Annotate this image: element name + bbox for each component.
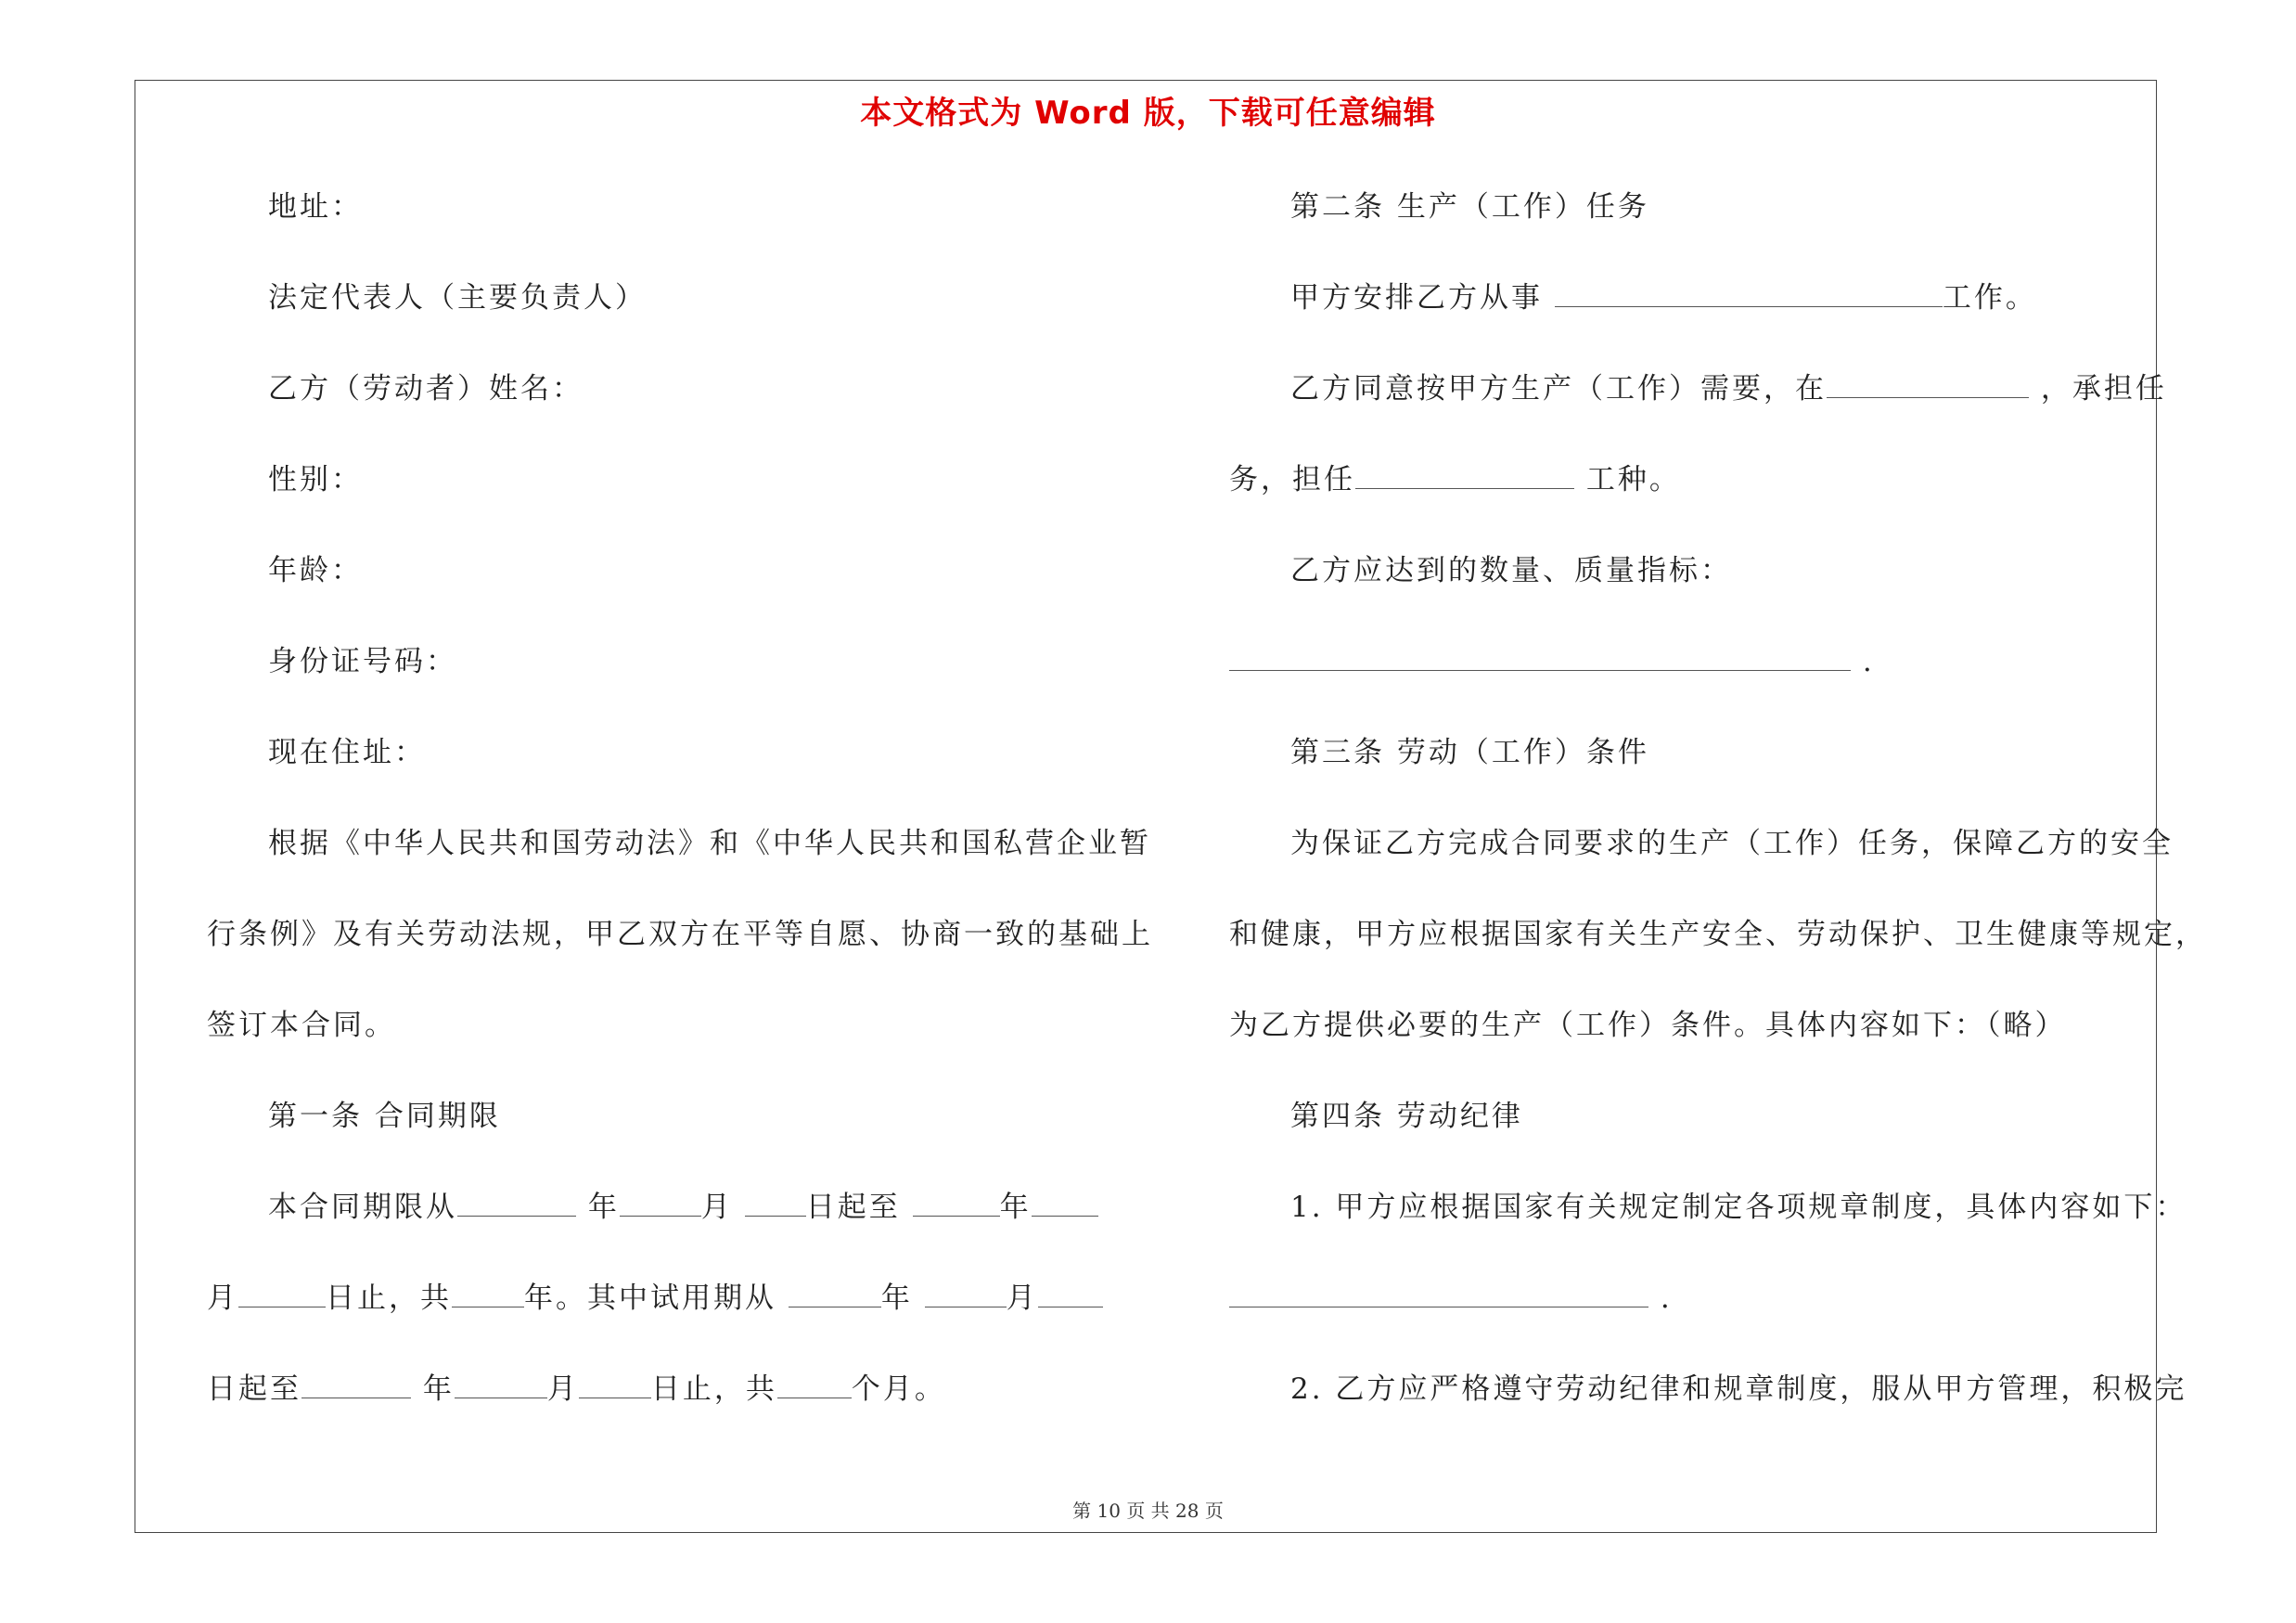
fill-blank[interactable] <box>1555 278 1943 307</box>
gender-line: 性别： <box>268 463 363 496</box>
agree-text: 务，担任 <box>1229 463 1355 496</box>
age-line: 年龄： <box>268 554 363 587</box>
task-text: 工作。 <box>1942 281 2037 315</box>
article2-title: 第二条 生产（工作）任务 <box>1290 190 1649 224</box>
address-line: 地址： <box>268 190 363 224</box>
term-text: 月 <box>546 1372 579 1406</box>
fill-blank[interactable] <box>1229 1279 1648 1307</box>
term-text: 年 <box>587 1191 620 1224</box>
fill-blank[interactable] <box>925 1279 1007 1307</box>
term-text: 日止，共 <box>650 1372 777 1406</box>
basis-paragraph-line2: 行条例》及有关劳动法规，甲乙双方在平等自愿、协商一致的基础上 <box>207 918 1153 951</box>
term-text: 月 <box>207 1282 238 1315</box>
period: . <box>1660 1282 1673 1315</box>
task-text: 甲方安排乙方从事 <box>1290 281 1543 315</box>
current-address-line: 现在住址： <box>268 736 426 769</box>
fill-blank[interactable] <box>913 1188 1000 1217</box>
fill-blank[interactable] <box>1038 1279 1103 1307</box>
article3-title: 第三条 劳动（工作）条件 <box>1290 736 1649 769</box>
article1-title: 第一条 合同期限 <box>268 1100 501 1133</box>
term-text: 本合同期限从 <box>268 1191 457 1224</box>
agree-line2 <box>1229 457 2152 547</box>
quota-line: 乙方应达到的数量、质量指标： <box>1290 554 1732 587</box>
term-text: 月 <box>1006 1282 1038 1315</box>
left-column <box>207 184 1153 1457</box>
quota-blank-line <box>1229 638 2152 729</box>
fill-blank[interactable] <box>457 1188 576 1217</box>
fill-blank[interactable] <box>1355 460 1574 489</box>
fill-blank[interactable] <box>238 1279 326 1307</box>
fill-blank[interactable] <box>1827 369 2029 398</box>
task-line <box>1229 275 2152 366</box>
term-text: 年。其中试用期从 <box>524 1282 776 1315</box>
term-line1 <box>207 1184 1125 1275</box>
right-column <box>1229 184 2207 1457</box>
agree-text: 工种。 <box>1585 463 1681 496</box>
fill-blank[interactable] <box>745 1188 806 1217</box>
article4-title: 第四条 劳动纪律 <box>1290 1100 1523 1133</box>
term-text: 日止，共 <box>326 1282 452 1315</box>
conditions-line2: 和健康，甲方应根据国家有关生产安全、劳动保护、卫生健康等规定， <box>1229 918 2207 951</box>
term-text: 年 <box>422 1372 455 1406</box>
term-text: 日起至 <box>207 1372 301 1406</box>
fill-blank[interactable] <box>301 1370 411 1398</box>
basis-paragraph-line3: 签订本合同。 <box>207 1009 396 1042</box>
document-header: 本文格式为 Word 版，下载可任意编辑 <box>860 95 1436 132</box>
term-text: 个月。 <box>851 1372 946 1406</box>
agree-line1 <box>1229 366 2167 457</box>
legal-rep-line: 法定代表人（主要负责人） <box>268 281 647 315</box>
term-line2 <box>207 1275 1125 1366</box>
term-text: 日起至 <box>805 1191 901 1224</box>
fill-blank[interactable] <box>579 1370 651 1398</box>
fill-blank[interactable] <box>777 1370 852 1398</box>
fill-blank[interactable] <box>452 1279 524 1307</box>
basis-paragraph-line1: 根据《中华人民共和国劳动法》和《中华人民共和国私营企业暂 <box>268 827 1151 860</box>
agree-text: 乙方同意按甲方生产（工作）需要，在 <box>1290 372 1827 406</box>
fill-blank[interactable] <box>620 1188 701 1217</box>
term-text: 月 <box>700 1191 733 1224</box>
page-number: 第 10 页 共 28 页 <box>1072 1500 1224 1522</box>
party-b-name-line: 乙方（劳动者）姓名： <box>268 372 584 406</box>
fill-blank[interactable] <box>1229 642 1851 671</box>
fill-blank[interactable] <box>455 1370 547 1398</box>
fill-blank[interactable] <box>1032 1188 1098 1217</box>
discipline1-line1: 1. 甲方应根据国家有关规定制定各项规章制度，具体内容如下： <box>1290 1191 2187 1224</box>
conditions-line3: 为乙方提供必要的生产（工作）条件。具体内容如下：（略） <box>1229 1009 2067 1042</box>
term-text: 年 <box>880 1282 913 1315</box>
discipline2-line1: 2. 乙方应严格遵守劳动纪律和规章制度，服从甲方管理，积极完 <box>1290 1372 2187 1406</box>
discipline1-blank-line <box>1229 1275 2152 1366</box>
term-line3 <box>207 1366 1125 1457</box>
period: . <box>1862 645 1875 678</box>
conditions-line1: 为保证乙方完成合同要求的生产（工作）任务，保障乙方的安全 <box>1290 827 2174 860</box>
fill-blank[interactable] <box>789 1279 881 1307</box>
id-number-line: 身份证号码： <box>268 645 457 678</box>
term-text: 年 <box>999 1191 1032 1224</box>
agree-text: ，承担任 <box>2040 372 2167 406</box>
